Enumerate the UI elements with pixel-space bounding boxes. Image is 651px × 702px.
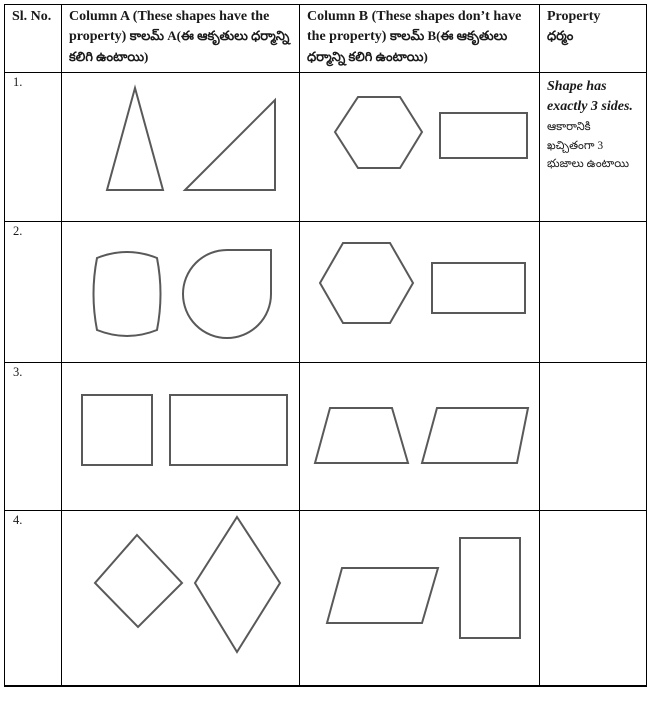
- row1-column-a-cell: [62, 73, 300, 222]
- row1-column-a-shapes: [62, 73, 299, 221]
- right-triangle-shape: [185, 100, 275, 190]
- header-column-b-telugu: కాలమ్ B(ఈ ఆకృతులు ధర్మాన్ని కలిగి ఉంటాయి): [307, 28, 508, 64]
- row4-property-cell: [540, 511, 646, 685]
- row2-column-a-shapes: [62, 222, 299, 362]
- header-property-english: Property: [547, 9, 601, 24]
- isosceles-triangle-shape: [107, 88, 163, 190]
- row3-property-cell: [540, 363, 646, 511]
- shapes-property-table: [4, 4, 647, 687]
- parallelogram-shape: [327, 568, 438, 623]
- hexagon-shape: [335, 97, 422, 168]
- row3-number-cell: [5, 363, 62, 511]
- row1-column-b-cell: [300, 73, 540, 222]
- hexagon-shape: [320, 243, 413, 323]
- header-column-b-english: Column B (These shapes don’t have the property): [307, 9, 522, 45]
- header-property-telugu: ధర్మం: [547, 28, 574, 44]
- rhombus-shape: [195, 517, 280, 652]
- row2-column-b-cell: [300, 222, 540, 363]
- property-text-telugu: ఆకారానికి ఖచ్చితంగా 3 భుజాలు ఉంటాయి: [547, 121, 630, 170]
- row4-column-b-shapes: [300, 511, 539, 685]
- row-number: 4.: [13, 513, 23, 527]
- rectangle-shape: [170, 395, 287, 465]
- row1-number-cell: [5, 73, 62, 222]
- header-column-b: [300, 5, 540, 73]
- row-number: 2.: [13, 224, 23, 238]
- row3-column-a-shapes: [62, 363, 299, 510]
- row3-column-b-shapes: [300, 363, 539, 510]
- property-text-english: Shape has exactly 3 sides.: [547, 79, 633, 114]
- row2-property-cell: [540, 222, 646, 363]
- row-number: 1.: [13, 75, 23, 89]
- rectangle-shape: [432, 263, 525, 313]
- rectangle-portrait-shape: [460, 538, 520, 638]
- row3-column-b-cell: [300, 363, 540, 511]
- diamond-shape: [95, 535, 182, 627]
- row1-property-cell: [540, 73, 646, 222]
- header-property: [540, 5, 646, 73]
- rectangle-shape: [440, 113, 527, 158]
- header-column-a-telugu: కాలమ్ A(ఈ ఆకృతులు ధర్మాన్ని కలిగి ఉంటాయి): [69, 28, 290, 64]
- square-shape: [82, 395, 152, 465]
- row2-column-b-shapes: [300, 222, 539, 362]
- row4-column-a-shapes: [62, 511, 299, 685]
- header-sl-no-label: Sl. No.: [12, 9, 52, 24]
- row4-number-cell: [5, 511, 62, 685]
- row1-column-b-shapes: [300, 73, 539, 221]
- row3-column-a-cell: [62, 363, 300, 511]
- row2-number-cell: [5, 222, 62, 363]
- row4-column-b-cell: [300, 511, 540, 685]
- row4-column-a-cell: [62, 511, 300, 685]
- row-number: 3.: [13, 365, 23, 379]
- trapezoid-shape: [315, 408, 408, 463]
- parallelogram-shape: [422, 408, 528, 463]
- row2-column-a-cell: [62, 222, 300, 363]
- header-column-a: [62, 5, 300, 73]
- barrel-shape: [94, 252, 161, 336]
- header-column-a-english: Column A (These shapes have the property): [69, 9, 270, 45]
- header-sl-no: [5, 5, 62, 73]
- teardrop-shape: [183, 250, 271, 338]
